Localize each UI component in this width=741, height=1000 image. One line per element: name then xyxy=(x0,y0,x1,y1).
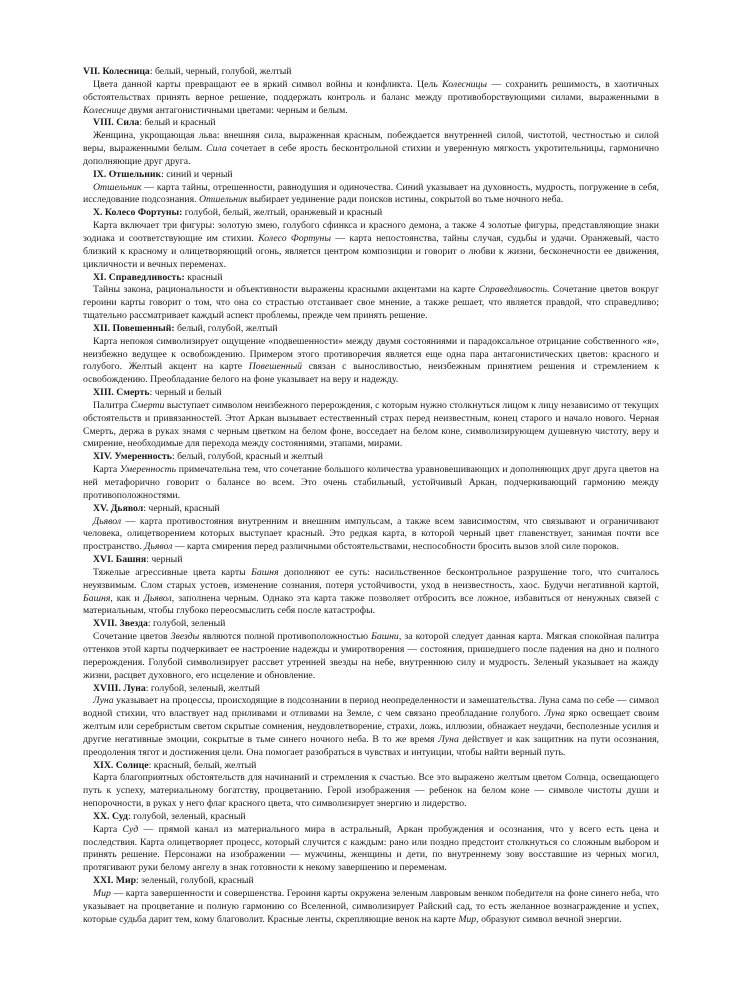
text-run: Карта благоприятных обстоятельств для начинаний и стремления к счастью. Все это выражено желтым цветом Солнца, освещающего путь к успеху, материальному богатству, процветанию. Герой изображения — ребенок на белом коне — символе чистоты души и непорочности, в руках у него флаг красного цвета, что символизирует энергию и лидерство. xyxy=(83,772,659,810)
section-heading xyxy=(83,272,659,285)
card-name-italic: Справедливость xyxy=(478,284,547,296)
text-run: — карта завершенности и совершенства. Героиня карты окружена зеленым лавровым венком победителя на фоне синего неба, что указывает на процветание и полную гармонию со Вселенной, символизирует Райский сад, то есть желанное вознаграждение и успех, которые судьба дарит тем, кому благоволит. Красные ленты, скрепляющие венок на карте xyxy=(83,888,659,925)
card-title: XIX. Солнце xyxy=(93,759,149,771)
arcana-section xyxy=(83,554,659,618)
text-run: — карта тайны, отрешенности, равнодушия и одиночества. Синий указывает на духовность, мудрость, погружение в себя, исследование подсознания. xyxy=(83,181,659,206)
section-paragraph xyxy=(83,400,659,451)
card-colors: : белый и красный xyxy=(139,117,216,129)
text-run: сочетает в себе ярость бесконтрольной стихии и уверенную мягкость укротительницы, гармонично дополняющие друг друга. xyxy=(83,143,659,167)
text-run: Цвета данной карты превращают ее в яркий символ войны и конфликта. Цель xyxy=(93,78,443,90)
section-heading xyxy=(83,387,659,400)
text-run: Тайны закона, рациональности и объективности выражены красными акцентами на карте xyxy=(93,284,479,296)
text-run: — прямой канал из материального мира в астральный, Аркан пробуждения и осознания, что у всего есть цена и последствия. Карта олицетворяет процесс, который случится с каждым: рано или поздно предстоит столкнуться со сложным выбором и принять решение. Персонажи на изображении — мужчины, женщины и дети, по внутреннему зову восставшие из черных могил, протягивают руки белому ангелу в знак готовности к некому завершению и переменам. xyxy=(83,823,659,874)
text-run: указывает на процессы, происходящие в подсознании в период неопределенности и замешательства. Луна сама по себе — символ водной стихии, что властвует над приливами и отливами на Земле, с чем связано преобладание голубого. xyxy=(83,695,659,720)
document-page xyxy=(83,66,659,927)
arcana-section xyxy=(83,618,659,682)
card-title: XX. Суд xyxy=(93,810,128,822)
card-title: XXI. Мир xyxy=(93,875,136,887)
card-colors: : синий и черный xyxy=(161,168,233,180)
card-title: VIII. Сила xyxy=(93,117,140,129)
card-name-italic: Луна xyxy=(93,695,114,707)
arcana-section xyxy=(83,760,659,811)
card-title: IX. Отшельник xyxy=(93,168,162,180)
text-run: связан с выносливостью, неизбежным принятием решения и стремлением к освобождению. Преобладание белого на фоне указывает на веру и надежду. xyxy=(83,361,659,386)
section-paragraph xyxy=(83,824,659,875)
text-run: Палитра xyxy=(93,399,131,411)
card-colors: : черный, красный xyxy=(143,502,220,514)
card-name-italic: Башни xyxy=(371,631,399,643)
section-paragraph xyxy=(83,336,659,387)
arcana-section xyxy=(83,875,659,926)
section-heading xyxy=(83,618,659,631)
text-run: — карта противостояния внутренним и внешним импульсам, а также всем зависимостям, что связывают и ограничивают человека, олицетворением которых выступает красный. Это редкая карта, в которой черный цвет главенствует, занимая почти все пространство. xyxy=(83,515,659,553)
text-run: , как и xyxy=(110,592,144,604)
card-name-italic: Луна xyxy=(438,733,459,745)
arcana-section xyxy=(83,272,659,323)
card-colors: : черный и белый xyxy=(149,387,222,399)
card-title: X. Колесо Фортуны: xyxy=(93,207,183,219)
card-colors: : черный xyxy=(146,554,183,566)
card-title: VII. Колесница xyxy=(83,66,150,77)
text-run: являются полной противоположностью xyxy=(199,631,372,643)
card-colors: : голубой, зеленый, желтый xyxy=(145,682,260,694)
section-heading xyxy=(83,760,659,773)
section-heading xyxy=(83,554,659,567)
section-paragraph xyxy=(83,130,659,169)
card-colors: : голубой, зеленый, красный xyxy=(127,810,246,822)
card-name-italic: Умеренность xyxy=(119,464,177,476)
text-run: — карта смирения перед различными обстоятельствами, неспособности бросить вызов злой силе пороков. xyxy=(172,541,619,553)
text-run: примечательна тем, что сочетание большого количества уравновешивающих и дополняющих друг друга цветов на ней метафорично говорит о балансе во всем. Это очень стабильный, устойчивый Аркан, подчеркивающий гармонию между противоположностями. xyxy=(83,464,659,501)
section-paragraph xyxy=(83,631,659,682)
text-run: двумя антагонистичными цветами: черным и белым. xyxy=(125,104,348,116)
section-heading xyxy=(83,451,659,464)
card-name-italic: Дьявол xyxy=(143,592,172,604)
arcana-section xyxy=(83,387,659,451)
text-run: выбирает уединение ради поисков истины, сокрытой во тьме ночного неба. xyxy=(247,194,564,206)
card-name-italic: Колесницы xyxy=(442,78,488,90)
card-title: XV. Дьявол xyxy=(93,502,144,514)
text-run: — сохранить решимость, в хаотичных обстоятельствах принять верное решение, поддержать контроль и баланс между противоборствующими силами, выраженными в xyxy=(83,78,659,103)
card-name-italic: Колеснице xyxy=(83,104,126,116)
arcana-section xyxy=(83,169,659,208)
section-paragraph xyxy=(83,695,659,759)
card-colors: : голубой, зеленый xyxy=(147,618,226,630)
card-name-italic: Повешенный xyxy=(248,361,303,373)
text-run: , заполнена черным. Однако эта карта также позволяет отбросить все ложное, избавиться от ненужных связей с материальным, чтобы глубоко переосмыслить себя после катастрофы. xyxy=(83,592,660,617)
card-name-italic: Башня xyxy=(251,566,279,578)
section-paragraph xyxy=(83,772,659,811)
card-name-italic: Суд xyxy=(122,823,139,835)
card-name-italic: Мир xyxy=(93,888,111,899)
card-title: XIII. Смерть xyxy=(93,387,150,399)
section-heading xyxy=(83,169,659,182)
card-name-italic: Звезды xyxy=(170,631,200,643)
section-paragraph xyxy=(83,220,659,271)
arcana-section xyxy=(83,451,659,502)
card-colors: : белый, голубой, красный и желтый xyxy=(171,451,323,463)
text-run: действует и как защитник на пути осознания, преодоления тягот и достижения цели. Она помогает разобраться в чувствах и интуиции, чтобы найти верный путь. xyxy=(83,733,659,758)
text-run: дополняют ее суть: насильственное бесконтрольное разрушение того, что считалось неуязвимым. Слом старых устоев, изменение сознания, потеря устойчивости, уход в неизвестность, хаос. Будучи негативной картой, xyxy=(83,566,659,591)
card-colors: красный xyxy=(184,271,223,283)
card-name-italic: Отшельник xyxy=(198,194,248,206)
text-run: Тяжелые агрессивные цвета карты xyxy=(93,566,252,578)
section-paragraph xyxy=(83,79,659,118)
arcana-section xyxy=(83,66,659,117)
card-name-italic: Дьявол xyxy=(93,515,122,527)
text-run: Карта включает три фигуры: золотую змею, голубого сфинкса и красного демона, а также 4 золотые фигуры, представляющие знаки зодиака и соответствующие им стихии. xyxy=(83,220,659,244)
card-name-italic: Мир xyxy=(458,913,477,925)
card-name-italic: Смерти xyxy=(130,399,165,411)
card-title: XVI. Башня xyxy=(93,554,147,566)
text-run: Карта xyxy=(93,464,120,476)
section-heading xyxy=(83,811,659,824)
arcana-section xyxy=(83,117,659,168)
text-run: — карта непостоянства, тайны случая, судьбы и удачи. Оранжевый, часто близкий к красному и олицетворяющий огонь, является центром композиции и говорит о любви к жизни, бесконечности ее движения, цикличности и вечных переменах. xyxy=(83,232,659,270)
text-run: , за которой следует данная карта. Мягкая спокойная палитра оттенков этой карты подчеркивает ее настроение надежды и умиротворения — состояния, пришедшего после падения на дно и полного перерождения. Голубой символизирует рассвет утренней звезды на небе, внутреннюю силу и мудрость. Зеленый указывает на жажду жизни, расцвет духовного, его исцеление и обновление. xyxy=(83,631,659,681)
section-paragraph xyxy=(83,516,659,555)
arcana-section xyxy=(83,811,659,875)
section-paragraph xyxy=(83,464,659,503)
section-paragraph xyxy=(83,888,659,927)
section-paragraph xyxy=(83,567,659,618)
arcana-section xyxy=(83,503,659,554)
card-colors: : зеленый, голубой, красный xyxy=(136,875,254,887)
section-paragraph xyxy=(83,284,659,323)
card-name-italic: Колесо Фортуны xyxy=(258,232,331,244)
section-heading xyxy=(83,683,659,696)
card-title: XVIII. Луна xyxy=(93,682,146,694)
card-name-italic: Луна xyxy=(544,708,566,720)
text-run: Карта xyxy=(93,823,123,835)
text-run: Сочетание цветов xyxy=(93,631,171,643)
card-title: XI. Справедливость: xyxy=(93,271,185,283)
section-heading xyxy=(83,66,659,79)
card-colors: голубой, белый, желтый, оранжевый и красный xyxy=(182,207,383,219)
card-name-italic: Сила xyxy=(206,143,227,155)
section-heading xyxy=(83,875,659,888)
text-run: Женщина, укрощающая льва: внешняя сила, выраженная красным, побеждается внутренней силой, чистотой, честностью и силой веры, выраженными белым. xyxy=(83,130,659,155)
card-title: XII. Повешенный: xyxy=(93,322,175,334)
section-heading xyxy=(83,207,659,220)
section-heading xyxy=(83,117,659,130)
card-title: XVII. Звезда xyxy=(93,618,148,630)
card-name-italic: Башня xyxy=(83,592,111,604)
card-colors: : белый, черный, голубой, желтый xyxy=(149,66,292,77)
text-run: ярко освещает своим желтым или серебристым светом скрытые сомнения, неудовлетворение, страхи, ложь, иллюзии, обнажает неудачи, бесполезные усилия и другие негативные эмоции, сокрытые в тьме синего ночного неба. В то же время xyxy=(83,708,659,745)
text-run: Карта непокоя символизирует ощущение «подвешенности» между двумя состояниями и парадоксальное отрицание собственного «я», неизбежно ведущее к освобождению. Примером этого противоречия является еще одна пара антагонистических цветов: красного и голубого. Желтый акцент на карте xyxy=(83,335,659,373)
card-title: XIV. Умеренность xyxy=(93,451,172,463)
arcana-section xyxy=(83,207,659,271)
section-heading xyxy=(83,323,659,336)
arcana-section xyxy=(83,683,659,760)
text-run: выступает символом неизбежного перерождения, с которым нужно столкнуться лицом к лицу независимо от текущих обстоятельств и привязанностей. Этот Аркан вызывает естественный страх перед неизвестным, конец старого и начало нового. Черная Смерть, держа в руках знамя с черным цветком на белом фоне, восседает на белом коне, символизирующем душевную чистоту, веру и смирение, необходимые для перехода между состояниями, этапами, мирами. xyxy=(83,399,659,450)
section-heading xyxy=(83,503,659,516)
arcana-section xyxy=(83,323,659,387)
card-colors: белый, голубой, желтый xyxy=(174,322,278,334)
card-name-italic: Отшельник xyxy=(93,181,142,193)
card-colors: : красный, белый, желтый xyxy=(148,759,257,771)
section-paragraph xyxy=(83,182,659,208)
text-run: , образуют символ вечной энергии. xyxy=(476,913,622,925)
card-name-italic: Дьявол xyxy=(144,541,173,553)
text-run: . Сочетание цветов вокруг героини карты говорит о том, что она со страстью отстаивает свое мнение, а также решает, что является правдой, что справедливо; тщательно рассматривает каждый аспект проблемы, прежде чем принять решение. xyxy=(83,284,659,322)
